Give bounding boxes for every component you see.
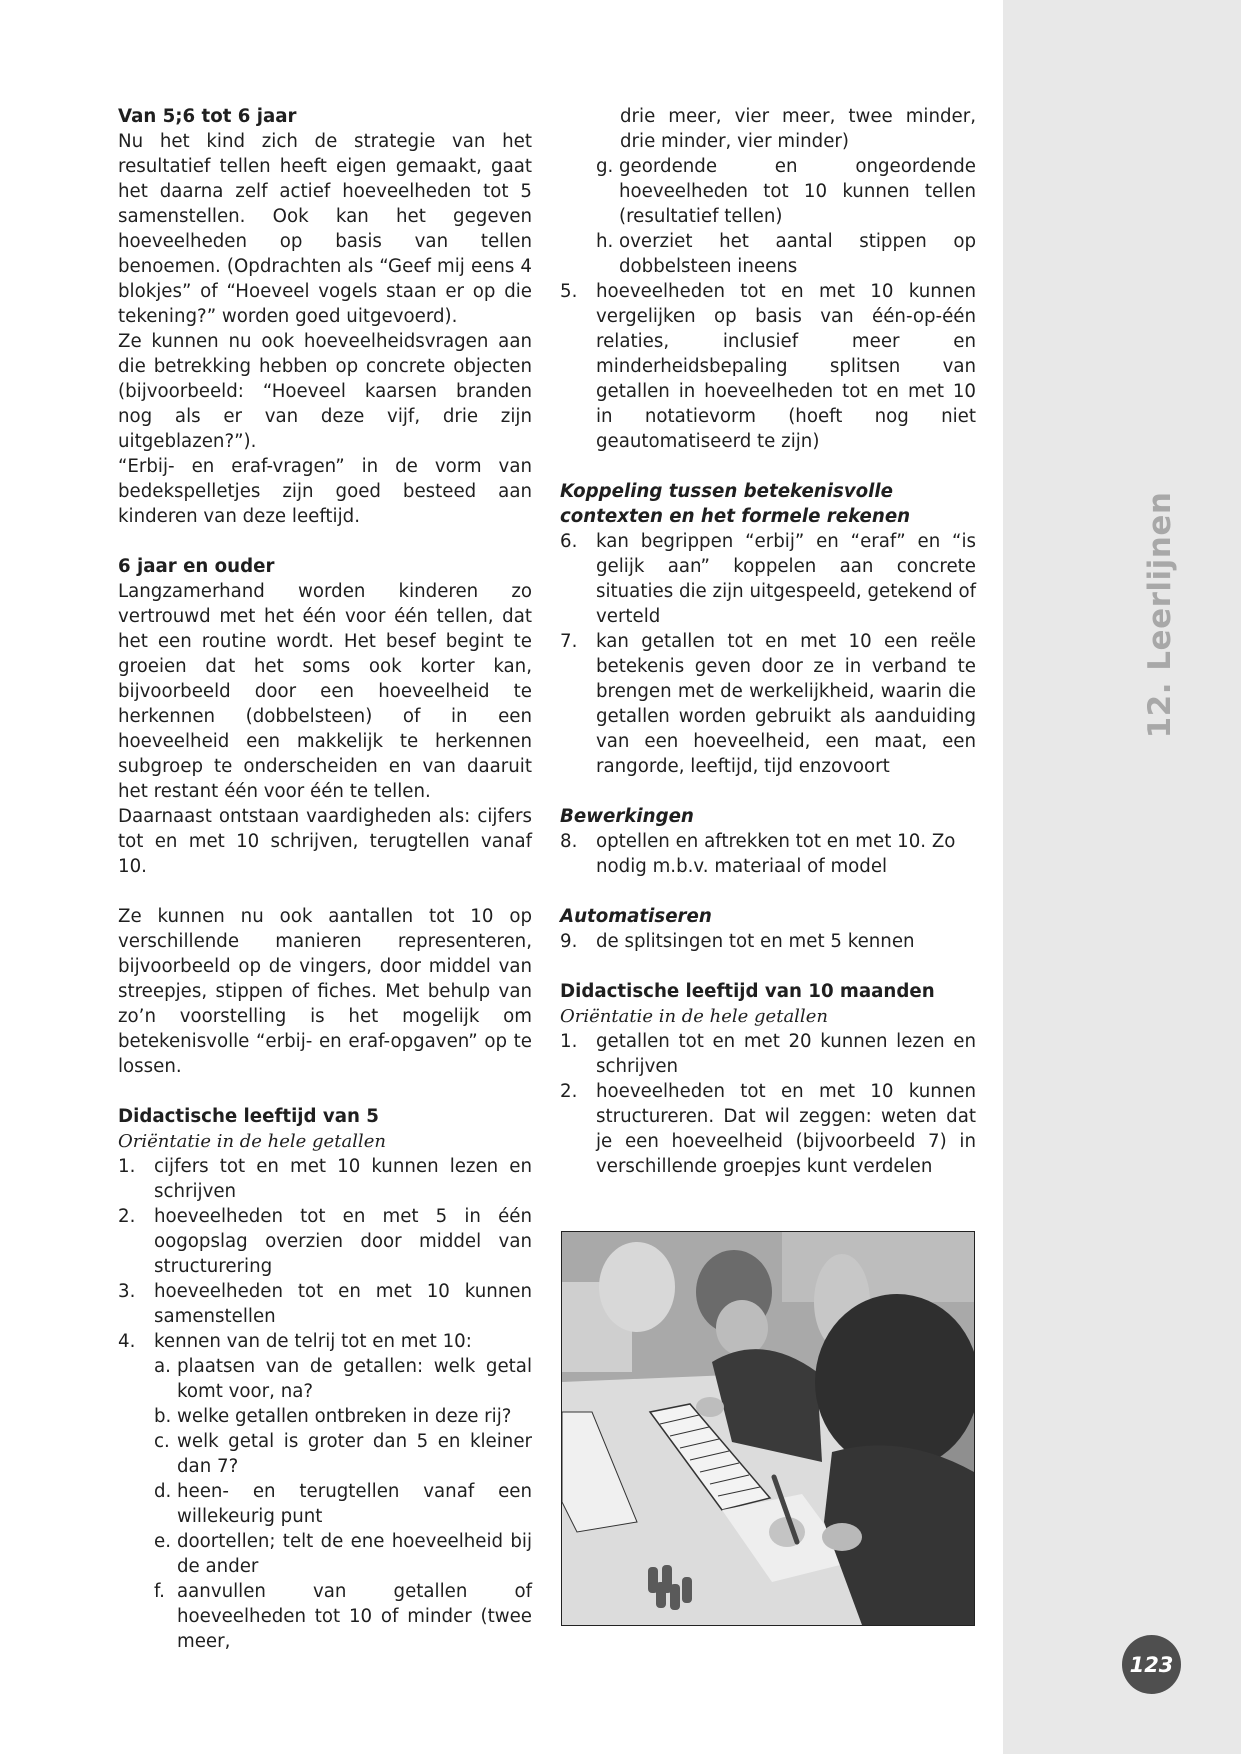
lettered-list bbox=[560, 154, 976, 279]
chapter-label bbox=[1140, 491, 1180, 739]
section-heading: Koppeling tussen betekenisvolle contexten en het formele rekenen bbox=[560, 481, 911, 527]
numbered-list bbox=[560, 1029, 976, 1179]
list-item: 2. hoeveelheden tot en met 10 kunnen structureren. Dat wil zeggen: weten dat je een hoeveelheid (bijvoorbeeld 7) in verschillende groepjes kunt verdelen bbox=[560, 1081, 976, 1177]
chapter-label-text: 12. Leerlijnen bbox=[1142, 491, 1178, 739]
photo-illustration bbox=[562, 1232, 974, 1625]
paragraph: Nu het kind zich de strategie van het resultatief tellen heeft eigen gemaakt, gaat het daarna zelf actief hoeveelheden tot 5 samenstellen. Ook kan het gegeven hoeveelheden op basis van tellen benoemen. (Opdrachten als “Geef mij eens 4 blokjes” of “Hoeveel vogels staan er op die tekening?” worden goed uitgevoerd). bbox=[118, 131, 532, 327]
chapter-sidebar bbox=[1003, 0, 1241, 1754]
section-heading: Van 5;6 tot 6 jaar bbox=[118, 106, 297, 127]
list-item: 8. optellen en aftrekken tot en met 10. Zo nodig m.b.v. materiaal of model bbox=[560, 831, 956, 877]
list-subitem: d. heen- en terugtellen vanaf een willekeurig punt bbox=[154, 1481, 532, 1527]
page-number-badge bbox=[1122, 1635, 1181, 1694]
list-subitem: h. overziet het aantal stippen op dobbelsteen ineens bbox=[596, 231, 976, 277]
page-number-text: 123 bbox=[1129, 1652, 1174, 1677]
section-heading: Bewerkingen bbox=[560, 806, 694, 827]
numbered-list bbox=[560, 529, 976, 779]
list-item: 2. hoeveelheden tot en met 5 in één oogopslag overzien door middel van structurering bbox=[118, 1206, 532, 1277]
list-item: 1. cijfers tot en met 10 kunnen lezen en schrijven bbox=[118, 1156, 532, 1202]
numbered-list bbox=[560, 829, 976, 879]
list-subitem: f. aanvullen van getallen of hoeveelheden tot 10 of minder (twee meer, bbox=[154, 1581, 532, 1652]
numbered-list bbox=[118, 1154, 532, 1654]
paragraph: Langzamerhand worden kinderen zo vertrouwd met het één voor één tellen, dat het een routine wordt. Het besef begint te groeien dat het soms ook korter kan, bijvoorbeeld door een hoeveelheid te herkennen (dobbelsteen) of in een hoeveelheid een makkelijk te herkennen subgroep te onderscheiden en van daaruit het restant één voor één te tellen. bbox=[118, 581, 532, 802]
classroom-photo bbox=[561, 1231, 975, 1626]
paragraph: Ze kunnen nu ook hoeveelheidsvragen aan die betrekking hebben op concrete objecten (bijvoorbeeld: “Hoeveel kaarsen branden nog als er van deze vijf, drie zijn uitgeblazen?”). bbox=[118, 331, 532, 452]
list-subitem: a. plaatsen van de getallen: welk getal komt voor, na? bbox=[154, 1356, 532, 1402]
list-item: 1. getallen tot en met 20 kunnen lezen en schrijven bbox=[560, 1031, 976, 1077]
list-item: 4. kennen van de telrij tot en met 10: a. plaatsen van de getallen: welk getal komt voor, na? b. welke getallen ontbreken in deze rij? c. welk getal is groter dan 5 en kleiner dan 7? d. heen- en terugtellen vanaf een willekeurig punt e. doortellen; telt de ene hoeveelheid bij de ander f. aanvullen van getallen of hoeveelheden tot 10 of minder (twee meer, bbox=[118, 1331, 532, 1652]
section-subheading: Oriëntatie in de hele getallen bbox=[560, 1006, 828, 1027]
list-subitem: e. doortellen; telt de ene hoeveelheid bij de ander bbox=[154, 1531, 532, 1577]
section-heading: Automatiseren bbox=[560, 906, 712, 927]
section-heading: 6 jaar en ouder bbox=[118, 556, 275, 577]
list-item: 6. kan begrippen “erbij” en “eraf” en “is gelijk aan” koppelen aan concrete situaties die zijn uitgespeeld, getekend of verteld bbox=[560, 531, 977, 627]
list-item: 7. kan getallen tot en met 10 een reële betekenis geven door ze in verband te brengen met de werkelijkheid, waarin die getallen worden gebruikt als aanduiding van een hoeveelheid, een maat, een rangorde, leeftijd, tijd enzovoort bbox=[560, 631, 976, 777]
list-item: 9. de splitsingen tot en met 5 kennen bbox=[560, 931, 915, 952]
list-item: 3. hoeveelheden tot en met 10 kunnen samenstellen bbox=[118, 1281, 532, 1327]
list-continuation: drie meer, vier meer, twee minder, drie minder, vier minder) bbox=[620, 106, 976, 152]
numbered-list bbox=[560, 279, 976, 454]
numbered-list bbox=[560, 929, 976, 954]
section-heading: Didactische leeftijd van 5 bbox=[118, 1106, 379, 1127]
list-subitem: c. welk getal is groter dan 5 en kleiner dan 7? bbox=[154, 1431, 532, 1477]
paragraph: “Erbij- en eraf-vragen” in de vorm van bedekspelletjes zijn goed besteed aan kinderen van deze leeftijd. bbox=[118, 456, 532, 527]
list-subitem: b. welke getallen ontbreken in deze rij? bbox=[154, 1406, 512, 1427]
right-column bbox=[560, 104, 976, 1179]
left-column bbox=[118, 104, 532, 1654]
section-heading: Didactische leeftijd van 10 maanden bbox=[560, 981, 935, 1002]
list-item: 5. hoeveelheden tot en met 10 kunnen vergelijken op basis van één-op-één relaties, inclusief meer en minderheidsbepaling splitsen van getallen in hoeveelheden tot en met 10 in notatievorm (hoeft nog niet geautomatiseerd te zijn) bbox=[560, 281, 976, 452]
list-subitem: g. geordende en ongeordende hoeveelheden tot 10 kunnen tellen (resultatief tellen) bbox=[596, 156, 976, 227]
section-subheading: Oriëntatie in de hele getallen bbox=[118, 1131, 386, 1152]
paragraph: Ze kunnen nu ook aantallen tot 10 op verschillende manieren representeren, bijvoorbeeld op de vingers, door middel van streepjes, stippen of fiches. Met behulp van zo’n voorstelling is het mogelijk om betekenisvolle “erbij- en eraf-opgaven” op te lossen. bbox=[118, 906, 532, 1077]
lettered-list bbox=[154, 1354, 532, 1654]
paragraph: Daarnaast ontstaan vaardigheden als: cijfers tot en met 10 schrijven, terugtellen vanaf 10. bbox=[118, 806, 532, 877]
